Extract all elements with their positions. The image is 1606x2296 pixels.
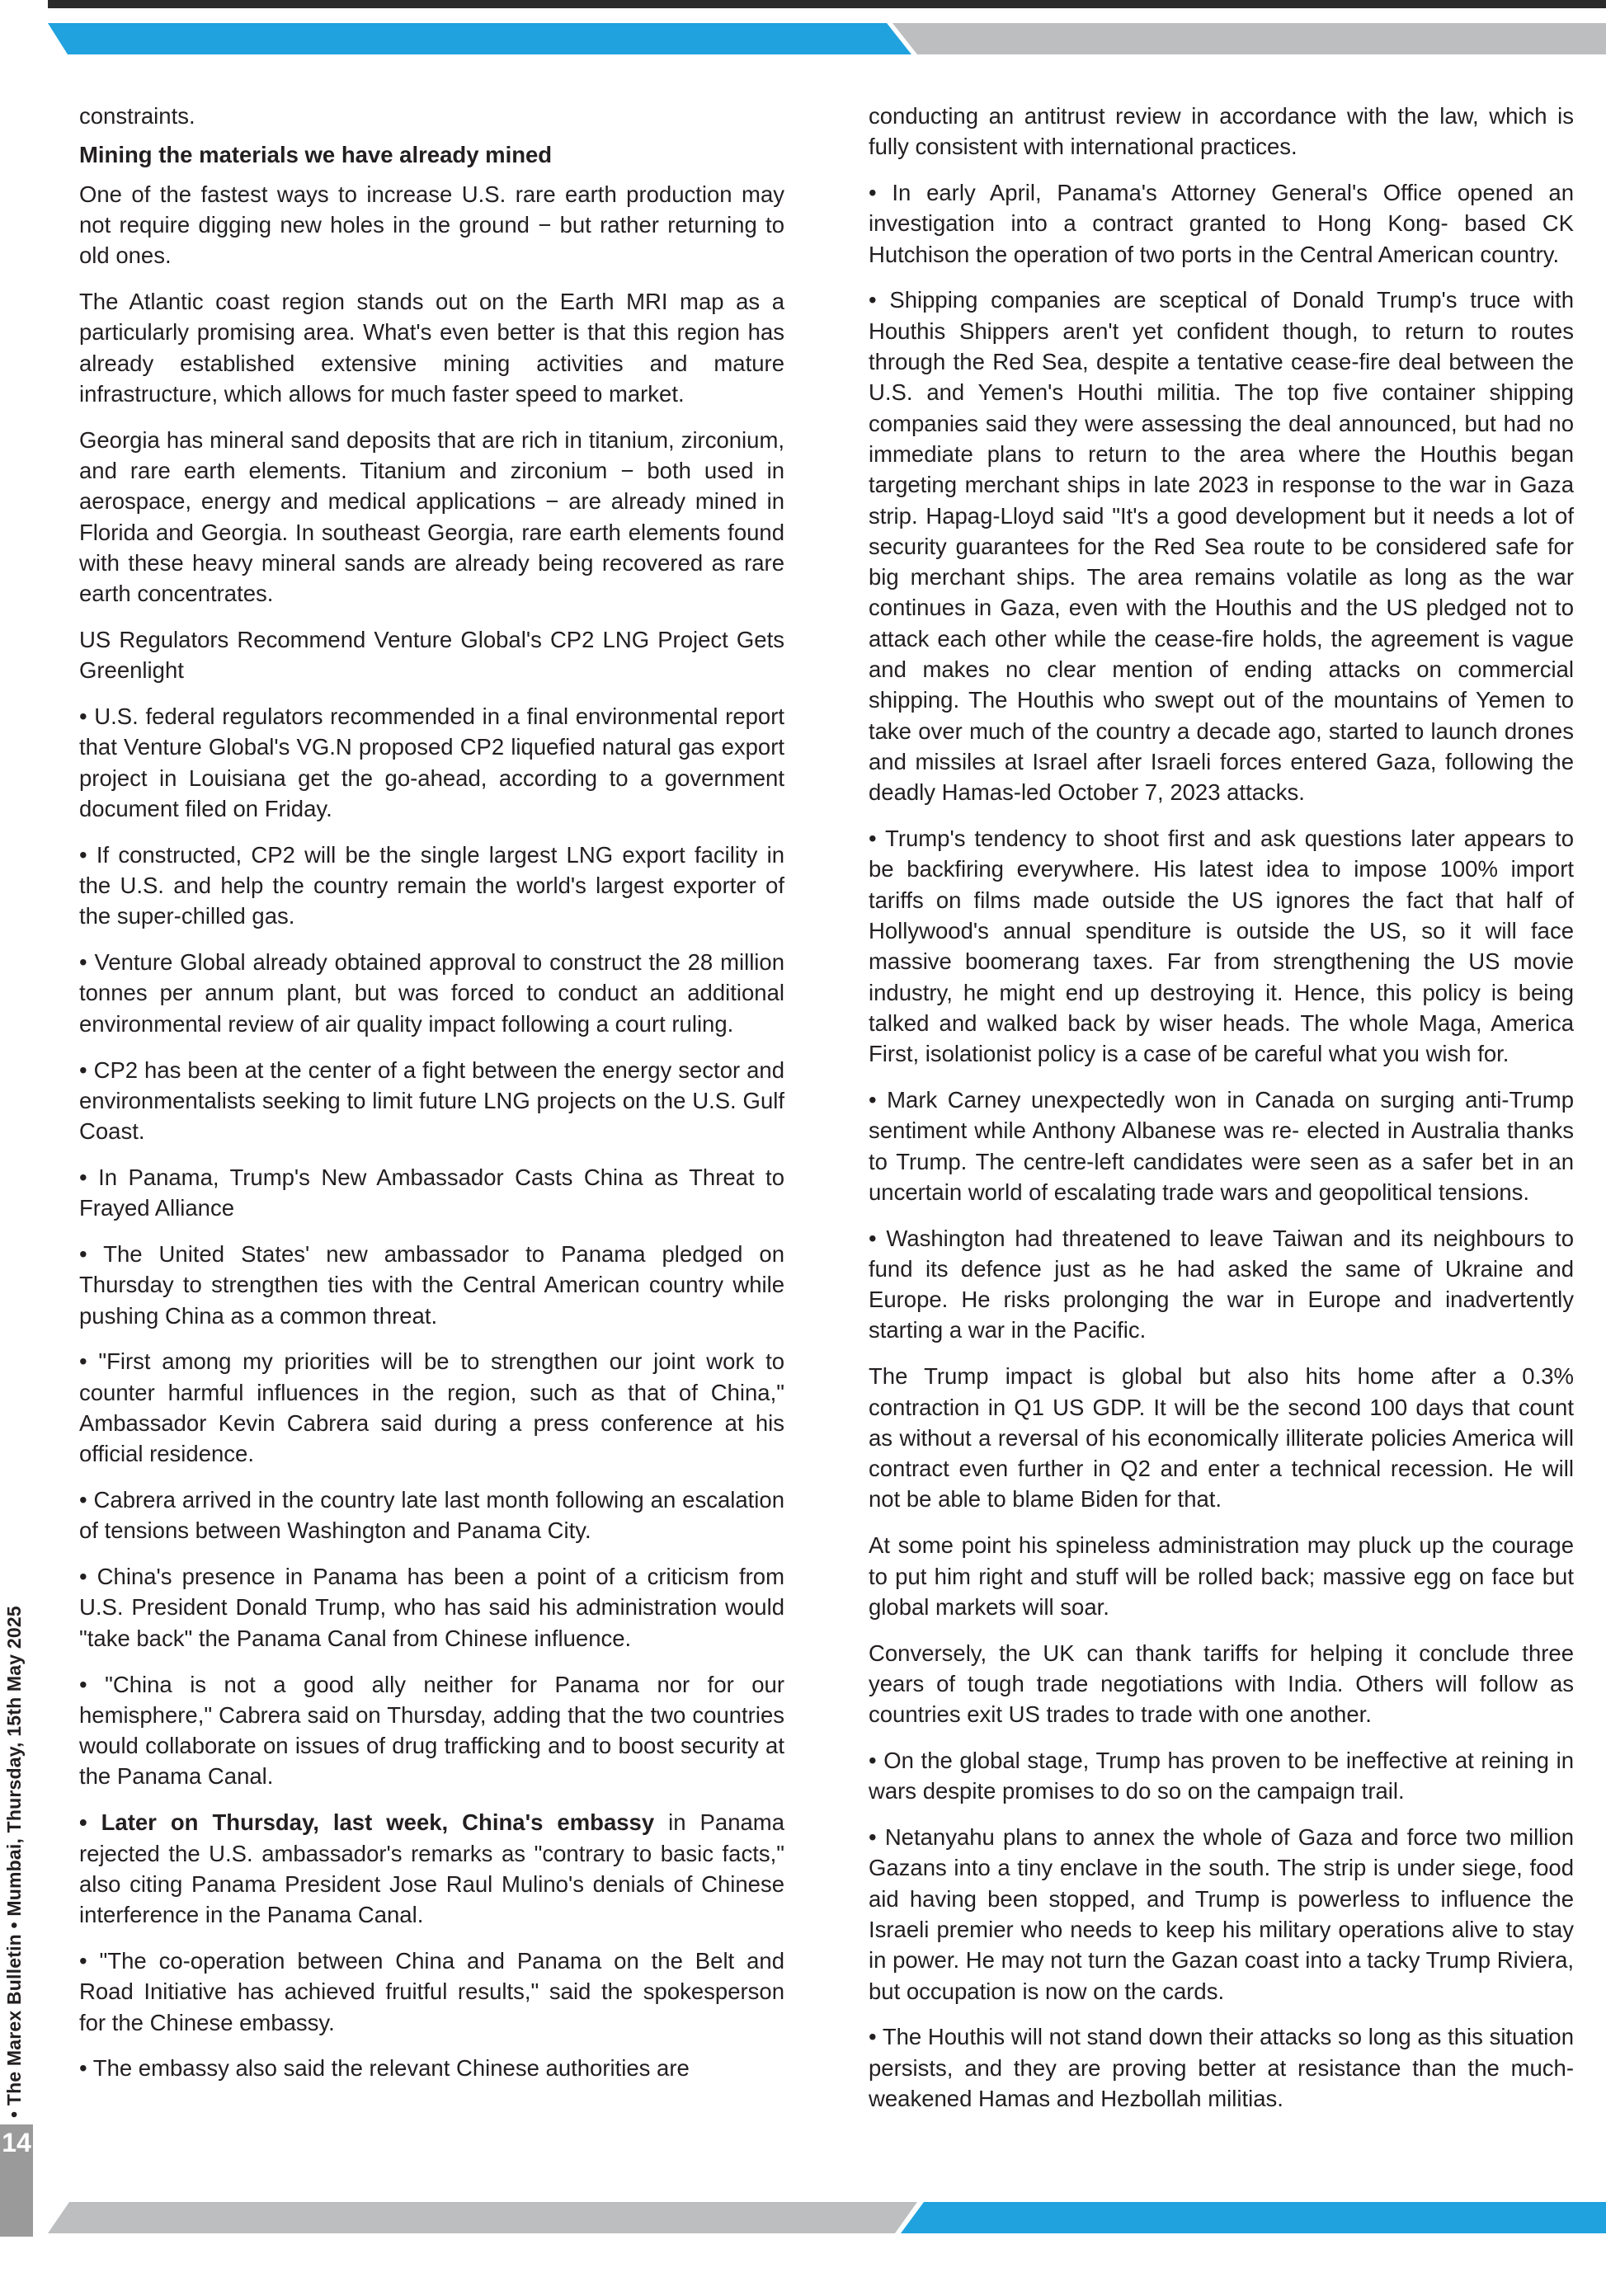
page-number: 14	[2, 2128, 31, 2157]
bullet-paragraph: • The Houthis will not stand down their attacks so long as this situation persists, and they are proving better at resistance than the much-weakened Hamas and Hezbollah militias.	[869, 2024, 1574, 2112]
bullet-paragraph: • Mark Carney unexpectedly won in Canada on surging anti-Trump sentiment while Anthony Albanese was re- elected in Australia thanks to Trump. The centre-left candidates were seen as a safer bet in an uncertain world of escalating trade wars and geopolitical tensions.	[869, 1086, 1574, 1205]
bullet-paragraph	[79, 1807, 784, 1930]
paragraph: Conversely, the UK can thank tariffs for helping it conclude three years of tough trade negotiations with India. Others will follow as countries exit US trades to trade with one another.	[869, 1640, 1574, 1728]
bold-lead: • Later on Thursday, last week, China's embassy	[79, 1809, 655, 1836]
bullet-paragraph: • Cabrera arrived in the country late last month following an escalation of tensions between Washington and Panama City.	[79, 1487, 784, 1544]
bullet-paragraph: • On the global stage, Trump has proven to be ineffective at reining in wars despite promises to do so on the campaign trail.	[869, 1748, 1574, 1804]
bullet-paragraph: • The United States' new ambassador to Panama pledged on Thursday to strengthen ties with the Central American country while pushing China as a common threat.	[79, 1241, 784, 1329]
bullet-paragraph: • "China is not a good ally neither for Panama nor for our hemisphere," Cabrera said on Thursday, adding that the two countries would collaborate on issues of drug trafficking and to boost security at the Panama Canal.	[79, 1671, 784, 1790]
right-column	[869, 101, 1574, 2129]
sidebar-publication-line: • The Marex Bulletin • Mumbai, Thursday, 15th May 2025	[3, 1606, 25, 2118]
bullet-paragraph: • Washington had threatened to leave Taiwan and its neighbours to fund its defence just as he had asked the same of Ukraine and Europe. He risks prolonging the war in Europe and inadvertently starting a war in the Pacific.	[869, 1225, 1574, 1343]
left-column	[79, 101, 784, 2099]
bullet-paragraph: • In early April, Panama's Attorney General's Office opened an investigation into a contract granted to Hong Kong- based CK Hutchison the operation of two ports in the Central American country.	[869, 180, 1574, 267]
bullet-paragraph: • U.S. federal regulators recommended in a final environmental report that Venture Global's VG.N proposed CP2 liquefied natural gas export project in Louisiana get the go-ahead, according to a government document filed on Friday.	[79, 703, 784, 821]
bullet-paragraph: • "The co-operation between China and Panama on the Belt and Road Initiative has achieved fruitful results," said the spokesperson for the Chinese embassy.	[79, 1947, 784, 2035]
bullet-paragraph: • In Panama, Trump's New Ambassador Casts China as Threat to Frayed Alliance	[79, 1164, 784, 1221]
header-blue-stripe	[48, 23, 911, 54]
bullet-paragraph: • CP2 has been at the center of a fight between the energy sector and environmentalists seeking to limit future LNG projects on the U.S. Gulf Coast.	[79, 1056, 784, 1145]
bullet-paragraph: • "First among my priorities will be to strengthen our joint work to counter harmful influences in the region, such as that of China," Ambassador Kevin Cabrera said during a press conference at his official residence.	[79, 1348, 784, 1467]
bullet-paragraph: • China's presence in Panama has been a point of a criticism from U.S. President Donald Trump, who has said his administration would "take back" the Panama Canal from Chinese influence.	[79, 1564, 784, 1651]
footer-grey-stripe	[48, 2202, 917, 2233]
paragraph: constraints.	[79, 103, 195, 129]
bullet-paragraph: • Venture Global already obtained approval to construct the 28 million tonnes per annum plant, but was forced to conduct an additional environmental review of air quality impact following a court ruling.	[79, 949, 784, 1037]
top-rule	[48, 0, 1606, 8]
subheading: US Regulators Recommend Venture Global's CP2 LNG Project Gets Greenlight	[79, 626, 784, 684]
paragraph: Georgia has mineral sand deposits that are rich in titanium, zirconium, and rare earth elements. Titanium and zirconium − both used in aerospace, energy and medical applications − are already mined in Florida and Georgia. In southeast Georgia, rare earth elements found with these heavy mineral sands are already being recovered as rare earth concentrates.	[79, 426, 784, 607]
paragraph: One of the fastest ways to increase U.S. rare earth production may not require digging new holes in the ground − but rather returning to old ones.	[79, 181, 784, 269]
bullet-paragraph: • If constructed, CP2 will be the single largest LNG export facility in the U.S. and help the country remain the world's largest exporter of the super-chilled gas.	[79, 841, 784, 929]
bullet-paragraph: • Shipping companies are sceptical of Donald Trump's truce with Houthis Shippers aren't yet confident though, to return to routes through the Red Sea, despite a tentative cease-fire deal between the U.S. and Yemen's Houthi militia. The top five container shipping companies said they were assessing the deal announced, but had no immediate plans to return to the area where the Houthis began targeting merchant ships in late 2023 in response to the war in Gaza strip. Hapag-Lloyd said "It's a good development but it needs a lot of security guarantees for the Red Sea route to be considered safe for big merchant ships. The area remains volatile as long as the war continues in Gaza, even with the Houthis and the US pledged not to attack each other while the cease-fire holds, the agreement is vague and makes no clear mention of ending attacks on commercial shipping. The Houthis who swept out of the mountains of Yemen to take over much of the country a decade ago, started to launch drones and missiles at Israel after Israeli forces entered Gaza, following the deadly Hamas-led October 7, 2023 attacks.	[869, 287, 1574, 806]
bullet-paragraph: • Trump's tendency to shoot first and ask questions later appears to be backfiring everywhere. His latest idea to impose 100% import tariffs on films made outside the US ignores the fact that half of Hollywood's annual spenditure is outside the US, so it will face massive boomerang taxes. Far from strengthening the US movie industry, he might end up destroying it. Hence, this policy is being talked and walked back by wiser heads. The whole Maga, America First, isolationist policy is a case of be careful what you wish for.	[869, 826, 1574, 1067]
bullet-paragraph: • The embassy also said the relevant Chinese authorities are	[79, 2055, 690, 2082]
paragraph: At some point his spineless administration may pluck up the courage to put him right and stuff will be rolled back; massive egg on face but global markets will soar.	[869, 1532, 1574, 1620]
paragraph: conducting an antitrust review in accordance with the law, which is fully consistent with international practices.	[869, 103, 1574, 160]
bullet-paragraph: • Netanyahu plans to annex the whole of Gaza and force two million Gazans into a tiny enclave in the south. The strip is under siege, food aid having been stopped, and Trump is powerless to influence the Israeli premier who needs to keep his military operations alive to stay in power. He may not turn the Gazan coast into a tacky Trump Riviera, but occupation is now on the cards.	[869, 1824, 1574, 2004]
header-grey-stripe	[892, 23, 1606, 54]
paragraph: The Atlantic coast region stands out on the Earth MRI map as a particularly promising area. What's even better is that this region has already established extensive mining activities and mature infrastructure, which allows for much faster speed to market.	[79, 288, 784, 407]
footer-band	[0, 2202, 1606, 2237]
paragraph: The Trump impact is global but also hits home after a 0.3% contraction in Q1 US GDP. It will be the second 100 days that count as without a reversal of his economically illiterate policies America will contract even further in Q2 and enter a technical recession. He will not be able to blame Biden for that.	[869, 1363, 1574, 1513]
section-heading: Mining the materials we have already mined	[79, 142, 553, 168]
footer-blue-stripe	[901, 2202, 1606, 2233]
paragraph-rest: in Panama rejected the U.S. ambassador's remarks as "contrary to basic facts," also citing Panama President Jose Raul Mulino's denials of Chinese interference in the Panama Canal.	[79, 1809, 784, 1928]
header-band	[0, 23, 1606, 58]
